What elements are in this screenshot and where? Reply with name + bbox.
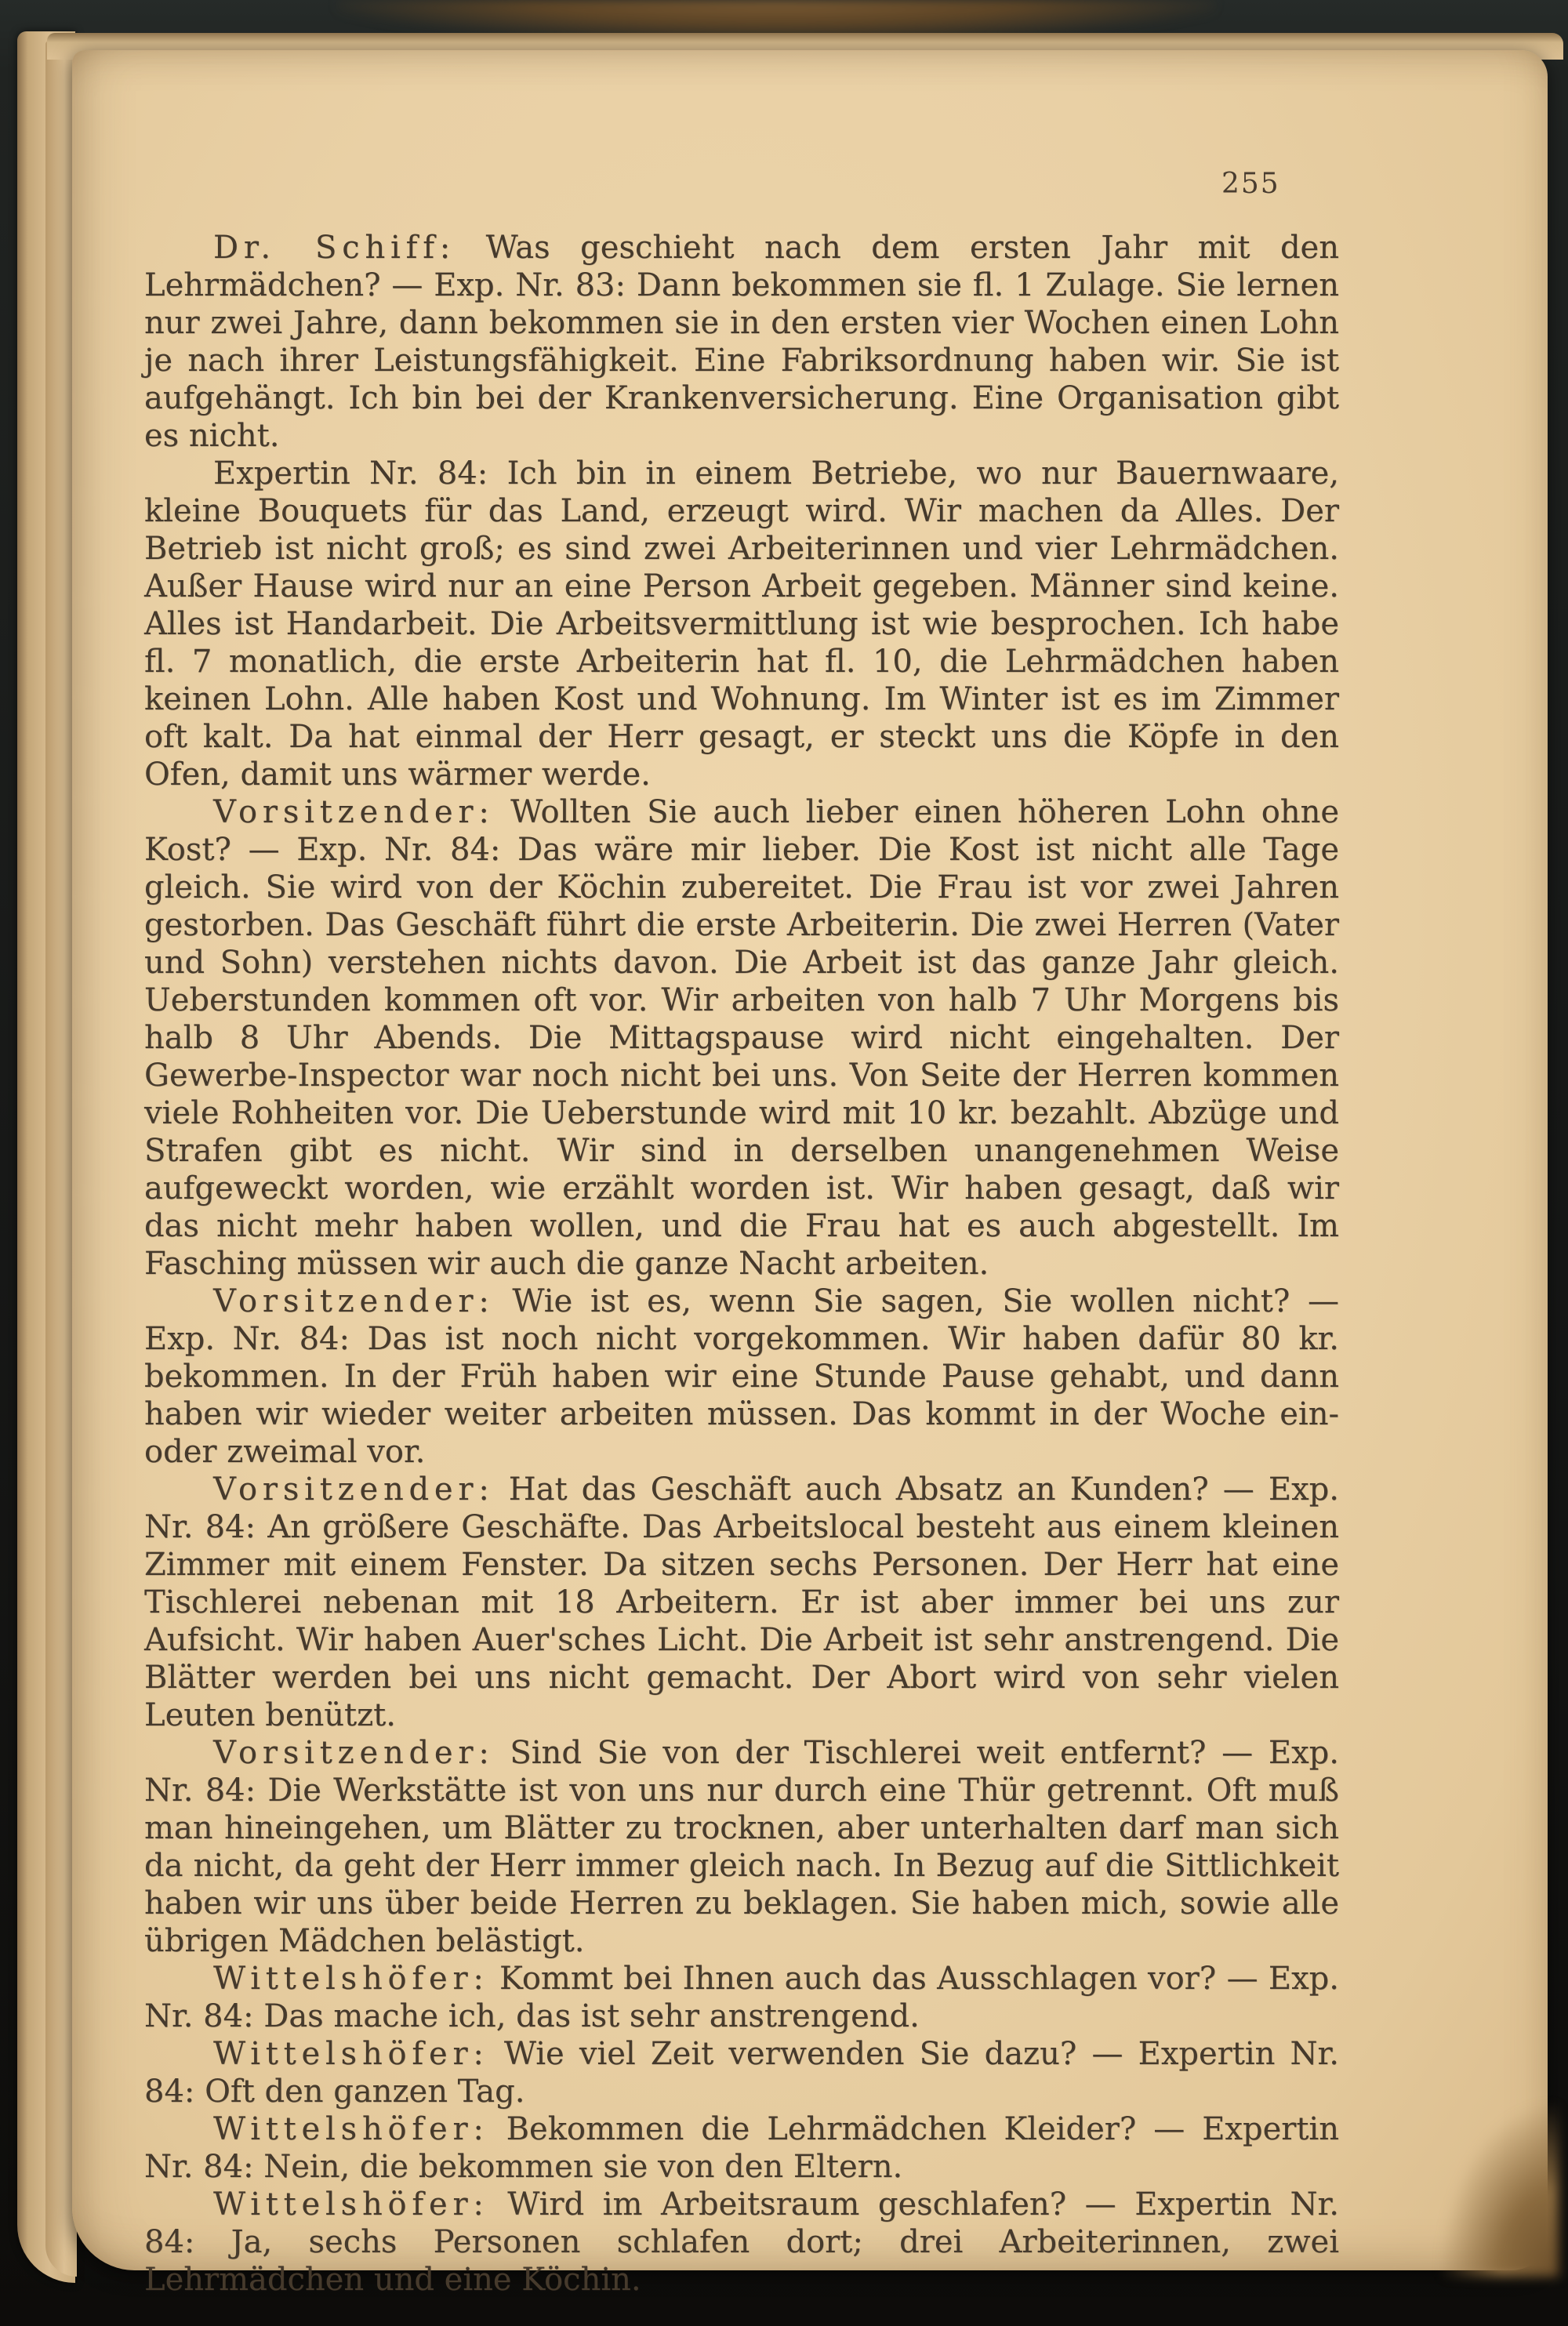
paragraph-text: Bekommen die Lehrmädchen Kleider? — Expertin Nr. 84: Nein, die bekommen sie von den Eltern.: [144, 2111, 1339, 2185]
page-deckle-edge: [1441, 2104, 1559, 2277]
paragraph: [144, 1283, 1339, 1471]
speaker-label: Vorsitzender:: [213, 794, 495, 830]
paragraph: [144, 1960, 1339, 2035]
paragraph: [144, 1471, 1339, 1734]
speaker-label: Dr. Schiff:: [213, 230, 456, 266]
paragraph: [144, 1734, 1339, 1960]
speaker-label: Wittelshöfer:: [213, 1961, 489, 1997]
paragraph: [144, 455, 1339, 793]
paragraph-text: Wie ist es, wenn Sie sagen, Sie wollen nicht? — Exp. Nr. 84: Das ist noch nicht vorgekommen. Wir haben dafür 80 kr. bekommen. In der Früh haben wir eine Stunde Pause gehabt, und dann haben wir wieder weiter arbeiten müssen. Das kommt in der Woche ein- oder zweimal vor.: [144, 1283, 1339, 1470]
speaker-label: Wittelshöfer:: [213, 2186, 489, 2223]
paragraph-text: Wie viel Zeit verwenden Sie dazu? — Expertin Nr. 84: Oft den ganzen Tag.: [144, 2036, 1339, 2110]
paragraph-text: Was geschieht nach dem ersten Jahr mit den Lehrmädchen? — Exp. Nr. 83: Dann bekommen sie fl. 1 Zulage. Sie lernen nur zwei Jahre, dann bekommen sie in den ersten vier Wochen einen Lohn je nach ihrer Leistungsfähigkeit. Eine Fabriksordnung haben wir. Sie ist aufgehängt. Ich bin bei der Krankenversicherung. Eine Organisation gibt es nicht.: [144, 230, 1339, 454]
paragraph: [144, 2035, 1339, 2110]
paragraph: [144, 229, 1339, 455]
paragraph-text: Wird im Arbeitsraum geschlafen? — Expertin Nr. 84: Ja, sechs Personen schlafen dort; drei Arbeiterinnen, zwei Lehrmädchen und eine Köchin.: [144, 2186, 1339, 2298]
paragraph-text: Hat das Geschäft auch Absatz an Kunden? — Exp. Nr. 84: An größere Geschäfte. Das Arbeitslocal besteht aus einem kleinen Zimmer mit einem Fenster. Da sitzen sechs Personen. Der Herr hat eine Tischlerei nebenan mit 18 Arbeitern. Er ist aber immer bei uns zur Aufsicht. Wir haben Auer'sches Licht. Die Arbeit ist sehr anstrengend. Die Blätter werden bei uns nicht gemacht. Der Abort wird von sehr vielen Leuten benützt.: [144, 1471, 1339, 1733]
speaker-label: Expertin Nr. 84:: [213, 455, 488, 492]
page-number: 255: [1221, 168, 1280, 200]
speaker-label: Vorsitzender:: [213, 1283, 495, 1319]
paragraph: [144, 2186, 1339, 2299]
book-page: [72, 50, 1548, 2298]
speaker-label: Vorsitzender:: [213, 1735, 495, 1771]
paragraph-text: Kommt bei Ihnen auch das Ausschlagen vor? — Exp. Nr. 84: Das mache ich, das ist sehr anstrengend.: [144, 1961, 1339, 2034]
speaker-label: Wittelshöfer:: [213, 2111, 489, 2147]
paragraph: [144, 2110, 1339, 2186]
speaker-label: Vorsitzender:: [213, 1471, 495, 1508]
paragraph-text: Wollten Sie auch lieber einen höheren Lohn ohne Kost? — Exp. Nr. 84: Das wäre mir lieber. Die Kost ist nicht alle Tage gleich. Sie wird von der Köchin zubereitet. Die Frau ist vor zwei Jahren gestorben. Das Geschäft führt die erste Arbeiterin. Die zwei Herren (Vater und Sohn) verstehen nichts davon. Die Arbeit ist das ganze Jahr gleich. Ueberstunden kommen oft vor. Wir arbeiten von halb 7 Uhr Morgens bis halb 8 Uhr Abends. Die Mittagspause wird nicht eingehalten. Der Gewerbe-Inspector war noch nicht bei uns. Von Seite der Herren kommen viele Rohheiten vor. Die Ueberstunde wird mit 10 kr. bezahlt. Abzüge und Strafen gibt es nicht. Wir sind in derselben unangenehmen Weise aufgeweckt worden, wie erzählt worden ist. Wir haben gesagt, daß wir das nicht mehr haben wollen, und die Frau hat es auch abgestellt. Im Fasching müssen wir auch die ganze Nacht arbeiten.: [144, 794, 1340, 1282]
paragraph-text: Ich bin in einem Betriebe, wo nur Bauernwaare, kleine Bouquets für das Land, erzeugt wird. Wir machen da Alles. Der Betrieb ist nicht groß; es sind zwei Arbeiterinnen und vier Lehrmädchen. Außer Hause wird nur an eine Person Arbeit gegeben. Männer sind keine. Alles ist Handarbeit. Die Arbeitsvermittlung ist wie besprochen. Ich habe fl. 7 monatlich, die erste Arbeiterin hat fl. 10, die Lehrmädchen haben keinen Lohn. Alle haben Kost und Wohnung. Im Winter ist es im Zimmer oft kalt. Da hat einmal der Herr gesagt, er steckt uns die Köpfe in den Ofen, damit uns wärmer werde.: [144, 455, 1340, 793]
paragraph-text: Sind Sie von der Tischlerei weit entfernt? — Exp. Nr. 84: Die Werkstätte ist von uns nur durch eine Thür getrennt. Oft muß man hineingehen, um Blätter zu trocknen, aber unterhalten darf man sich da nicht, da geht der Herr immer gleich nach. In Bezug auf die Sittlichkeit haben wir uns über beide Herren zu beklagen. Sie haben mich, sowie alle übrigen Mädchen belästigt.: [144, 1735, 1339, 1959]
speaker-label: Wittelshöfer:: [213, 2036, 489, 2072]
text-column: [144, 229, 1339, 2299]
paragraph: [144, 793, 1339, 1283]
